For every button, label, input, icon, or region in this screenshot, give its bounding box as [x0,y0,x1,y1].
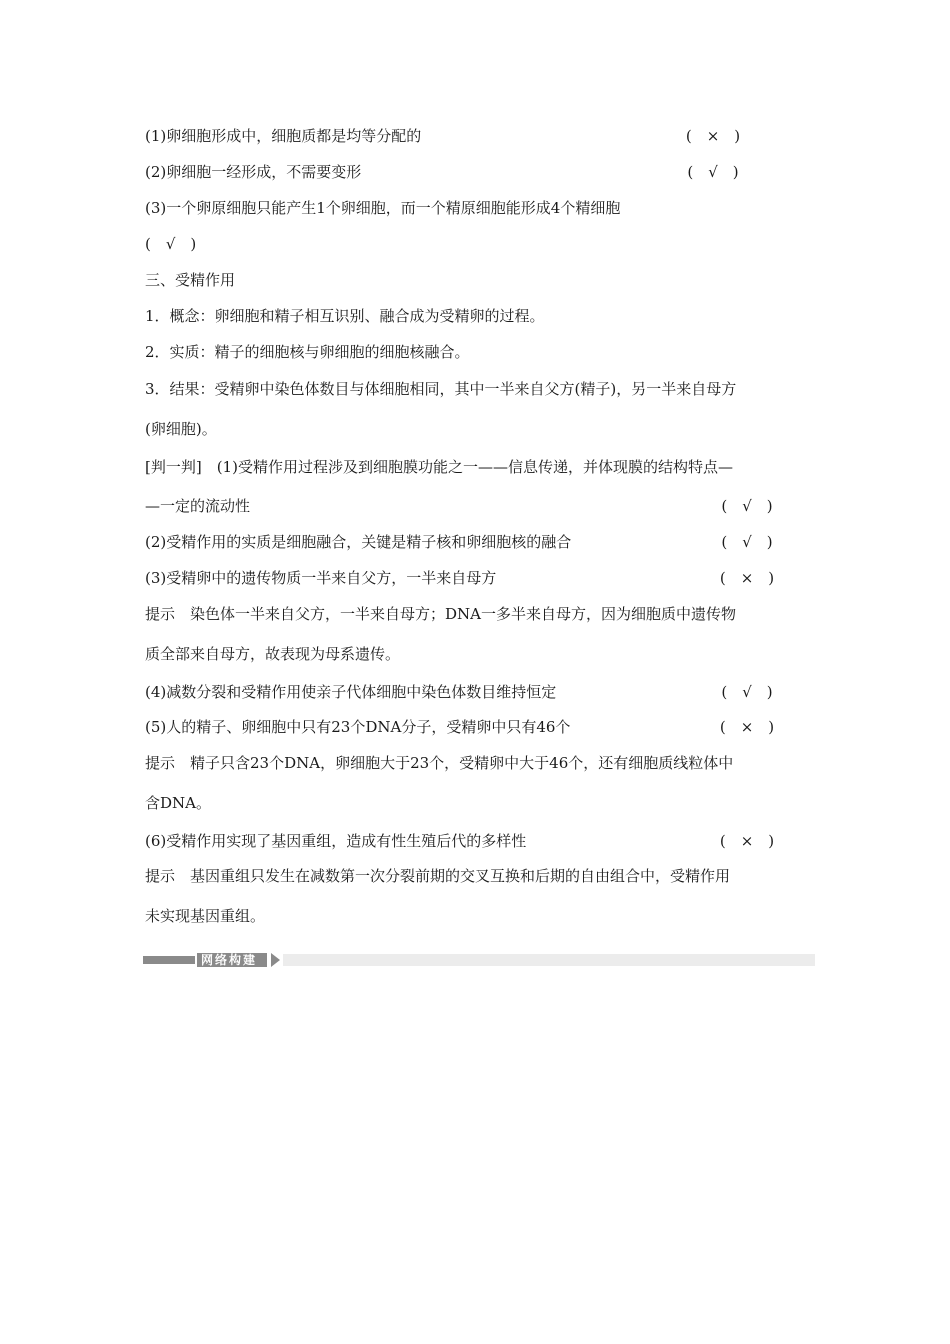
judge-item-4: (4)减数分裂和受精作用使亲子代体细胞中染色体数目维持恒定 [145,683,557,701]
judge-mark-3: ( × ) [719,569,775,587]
judgement-item-3: (3)一个卵原细胞只能产生1个卵细胞，而一个精原细胞能形成4个精细胞 [145,199,621,217]
section-bar-rule [283,954,815,966]
hint-6-continued: 未实现基因重组。 [145,907,266,925]
judge-item-5: (5)人的精子、卵细胞中只有23个DNA分子，受精卵中只有46个 [145,718,571,736]
answer-mark-1: ( × ) [685,127,741,145]
judge-mark-1: ( √ ) [721,497,773,515]
judge-mark-4: ( √ ) [721,683,773,701]
result-line-continued: (卵细胞)。 [145,420,217,438]
answer-mark-2: ( √ ) [687,163,739,181]
answer-mark-3: ( √ ) [145,235,197,253]
section-bar-label: 网络构建 [197,953,267,967]
hint-3-continued: 质全部来自母方，故表现为母系遗传。 [145,645,401,663]
hint-3: 提示 染色体一半来自父方，一半来自母方；DNA一多半来自母方，因为细胞质中遗传物 [145,605,736,623]
judge-mark-5: ( × ) [719,718,775,736]
result-line: 3．结果：受精卵中染色体数目与体细胞相同，其中一半来自父方(精子)，另一半来自母方 [145,380,737,398]
hint-6: 提示 基因重组只发生在减数第一次分裂前期的交叉互换和后期的自由组合中，受精作用 [145,867,731,885]
judgement-item-1: (1)卵细胞形成中，细胞质都是均等分配的 [145,127,422,145]
hint-5-continued: 含DNA。 [145,794,211,812]
judge-item-1-continued: —一定的流动性 [145,497,251,515]
judge-mark-6: ( × ) [719,832,775,850]
judge-heading-item-1: [判一判] (1)受精作用过程涉及到细胞膜功能之一——信息传递，并体现膜的结构特点— [145,458,733,476]
section-bar-arrow-icon [271,953,280,967]
judge-item-2: (2)受精作用的实质是细胞融合，关键是精子核和卵细胞核的融合 [145,533,572,551]
concept-line: 1．概念：卵细胞和精子相互识别、融合成为受精卵的过程。 [145,307,545,325]
hint-5: 提示 精子只含23个DNA，卵细胞大于23个，受精卵中大于46个，还有细胞质线粒体中 [145,754,734,772]
essence-line: 2．实质：精子的细胞核与卵细胞的细胞核融合。 [145,343,470,361]
section-bar-left-stripe [143,956,195,964]
section-bar [143,953,815,967]
judge-item-3: (3)受精卵中的遗传物质一半来自父方，一半来自母方 [145,569,497,587]
judge-mark-2: ( √ ) [721,533,773,551]
judgement-item-2: (2)卵细胞一经形成，不需要变形 [145,163,362,181]
judge-item-6: (6)受精作用实现了基因重组，造成有性生殖后代的多样性 [145,832,527,850]
section-heading-fertilization: 三、受精作用 [145,271,236,289]
